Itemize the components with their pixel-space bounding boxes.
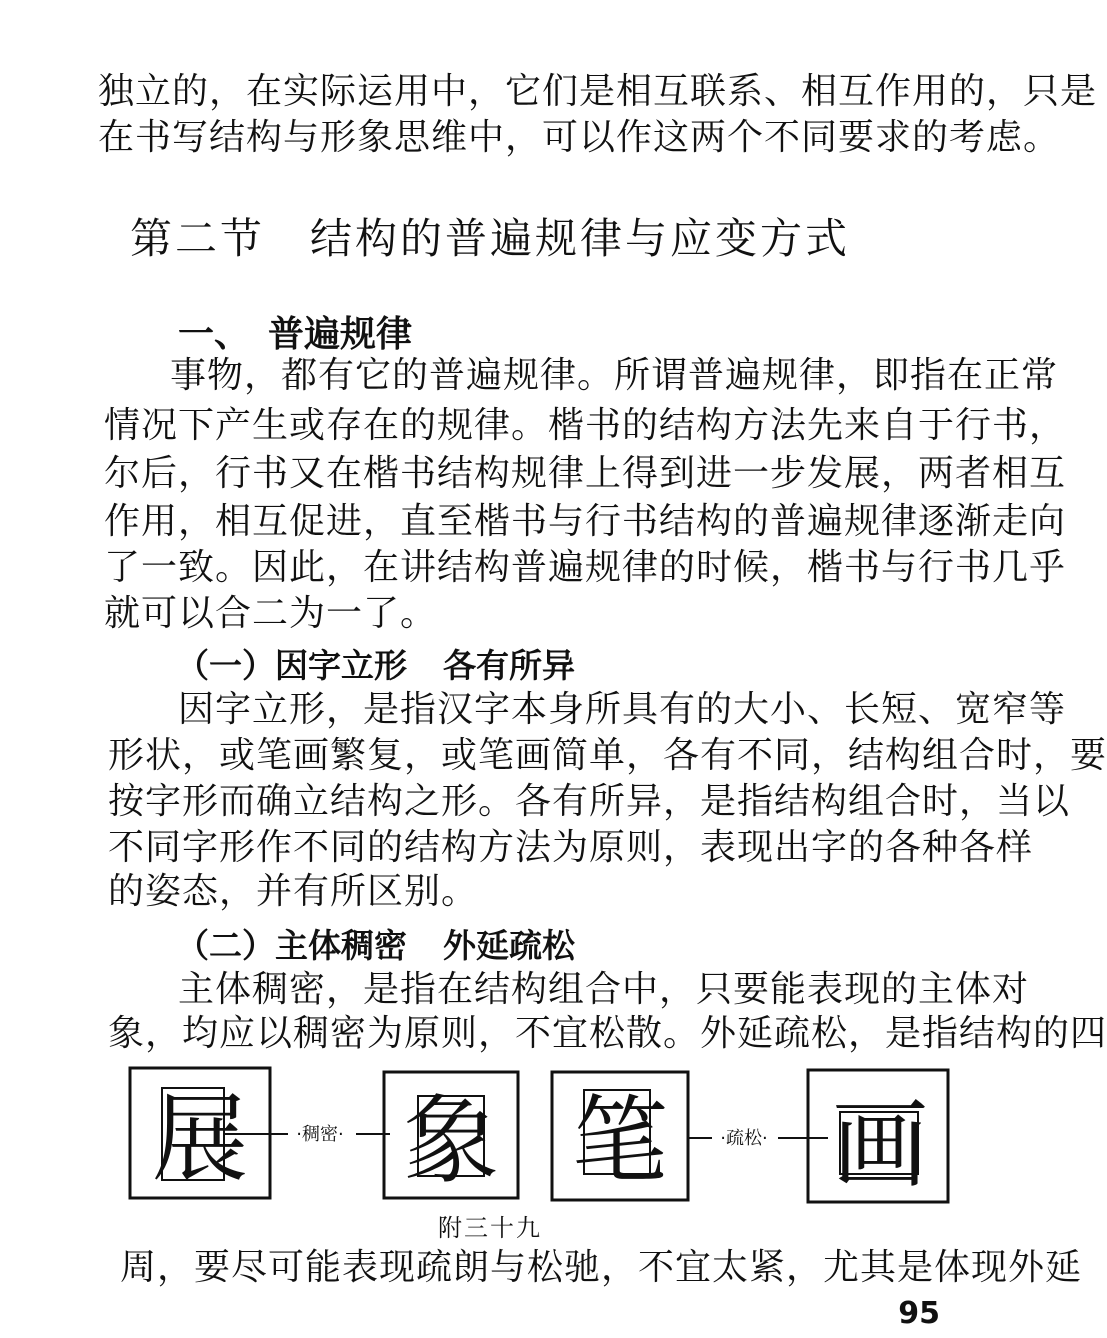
figure-box-3 — [552, 1072, 688, 1200]
figure-label-dense: ·稠密· — [296, 1124, 344, 1145]
figure-char-3: 笔 — [572, 1085, 668, 1197]
page-number: 95 — [898, 1296, 940, 1331]
figure-label-loose: ·疏松· — [720, 1128, 768, 1149]
subheading-2 — [176, 920, 575, 967]
subheading-1-title2: 各有所异 — [443, 646, 575, 685]
para1-line-6: 就可以合二为一了。 — [104, 593, 438, 634]
figure-caption: 附三十九 — [438, 1214, 542, 1242]
para3-line-1: 主体稠密，是指在结构组合中，只要能表现的主体对 — [178, 969, 1030, 1010]
figure-box-2 — [384, 1072, 518, 1198]
figure-char-4: 画 — [832, 1089, 928, 1201]
para4-line-1: 周，要尽可能表现疏朗与松驰，不宜太紧，尤其是体现外延 — [120, 1247, 1083, 1288]
figure-box-4 — [808, 1070, 948, 1202]
para2-line-1: 因字立形，是指汉字本身所具有的大小、长短、宽窄等 — [178, 689, 1067, 730]
figure-char-1: 展 — [152, 1083, 248, 1195]
para1-line-2: 情况下产生或存在的规律。楷书的结构方法先来自于行书， — [104, 405, 1067, 446]
subheading-2-num: （二） — [176, 926, 275, 965]
heading-general-rules: 一、 普遍规律 — [178, 313, 413, 355]
intro-line-1: 独立的，在实际运用中，它们是相互联系、相互作用的，只是 — [98, 71, 1098, 112]
para1-line-5: 了一致。因此，在讲结构普遍规律的时候，楷书与行书几乎 — [104, 547, 1067, 588]
para1-line-3: 尔后，行书又在楷书结构规律上得到进一步发展，两者相互 — [104, 453, 1067, 494]
intro-line-2: 在书写结构与形象思维中，可以作这两个不同要求的考虑。 — [98, 117, 1061, 158]
subheading-2-title: 主体稠密 — [275, 926, 407, 965]
para2-line-3: 按字形而确立结构之形。各有所异，是指结构组合时，当以 — [108, 781, 1071, 822]
subheading-1 — [176, 640, 575, 687]
para3-line-2: 象，均应以稠密为原则，不宜松散。外延疏松，是指结构的四 — [108, 1013, 1107, 1054]
para2-line-4: 不同字形作不同的结构方法为原则，表现出字的各种各样 — [108, 827, 1034, 868]
section-title: 第二节 结构的普遍规律与应变方式 — [129, 214, 850, 263]
para1-line-4: 作用，相互促进，直至楷书与行书结构的普遍规律逐渐走向 — [104, 501, 1067, 542]
subheading-1-title: 因字立形 — [275, 646, 407, 685]
figure-box-1 — [130, 1068, 278, 1198]
para1-line-1: 事物，都有它的普遍规律。所谓普遍规律，即指在正常 — [170, 355, 1059, 396]
figure-calligraphy — [128, 1060, 960, 1210]
para2-line-5: 的姿态，并有所区别。 — [108, 871, 479, 912]
subheading-2-title2: 外延疏松 — [443, 926, 575, 965]
subheading-1-num: （一） — [176, 646, 275, 685]
para2-line-2: 形状，或笔画繁复，或笔画简单，各有不同，结构组合时，要 — [108, 735, 1107, 776]
figure-char-2: 象 — [403, 1085, 499, 1197]
